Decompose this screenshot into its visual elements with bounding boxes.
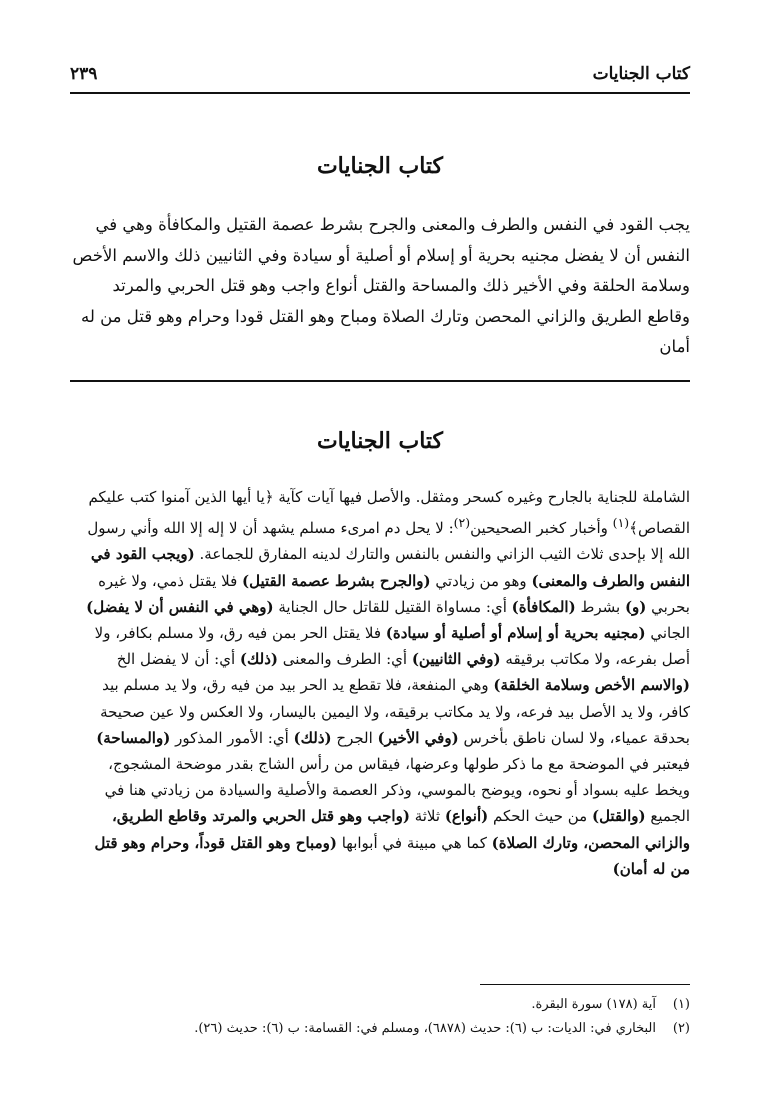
sharh-run: أي: أن لا يفضل الخ [116,650,240,669]
sharh-run: أي: مساواة القتيل للقاتل حال الجناية [273,597,512,616]
sharh-run: : لا يحل دم امرىء مسلم يشهد أن لا إله إلا الله وأني رسول الله إلا بإحدى ثلاث الثيب الزاني والنفس بالنفس والتارك لدينه المفارق للجماعة. [87,519,690,564]
matn-quote: (واجب وهو قتل الحربي والمرتد وقاطع الطريق، والزاني المحصن، وتارك الصلاة) [112,807,690,852]
sharh-run: وأخبار كخبر الصحيحين [470,519,613,538]
sharh-run: بشرط [575,597,625,616]
sharh-run: ثلاثة [409,807,445,826]
sharh-run: فيعتبر في الموضحة مع ما ذكر طولها وعرضها، فيقاس من رأس الشاج بقدر موضحة المشجوج، ويخط عليه بسواد أو نحوه، ويوضح بالموسي، وذكر العصمة والأصلية والسيادة من زيادتي هنا في الجميع [104,755,690,826]
sharh-run: الجاني [645,624,690,643]
footnote-ref-1[interactable]: (١) [612,515,630,531]
matn-quote: (والقتل) [591,807,646,826]
footnotes [70,993,690,1041]
sharh-run: وهو من زيادتي [430,571,532,590]
footnote-ref-2[interactable]: (٢) [453,515,471,531]
sharh-heading: كتاب الجنايات [316,428,444,454]
sharh-text [70,484,690,882]
footnote-2 [70,1017,690,1041]
matn-quote: (ذلك) [293,728,332,747]
matn-quote: (ومباح وهو القتل قوداً، وحرام وهو قتل من له أمان) [94,833,690,878]
sharh-run: أي: الطرف والمعنى [277,650,412,669]
matn-quote: (ويجب القود في النفس والطرف والمعنى) [90,545,690,590]
matn-quote: (ذلك) [239,650,278,669]
matn-quote: (مجنيه بحرية أو إسلام أو أصلية أو سيادة) [385,624,646,643]
matn-heading: كتاب الجنايات [316,153,444,179]
matn-quote: (أنواع) [444,807,489,826]
sharh-run: الجرح [331,728,378,747]
footnote-text: البخاري في: الديات: ب (٦): حديث (٦٨٧٨)، ومسلم في: القسامة: ب (٦): حديث (٢٦). [194,1021,656,1036]
footnote-number: (١) [672,997,690,1012]
footnote-text: آية (١٧٨) سورة البقرة. [531,997,656,1012]
sharh-run: الشاملة للجناية بالجارح وغيره كسحر ومثقل. والأصل فيها آيات كآية ﴿يا أيها الذين آمنوا كتب عليكم القصاص﴾ [88,488,690,538]
matn-quote: (والاسم الأخص وسلامة الخلقة) [493,676,690,695]
section-divider [70,380,690,382]
matn-text: يجب القود في النفس والطرف والمعنى والجرح بشرط عصمة القتيل والمكافأة وهي في النفس أن لا يفضل مجنيه بحرية أو إسلام أو أصلية أو سيادة وفي الثانيين ذلك والاسم الأخص وسلامة الحلقة وفي الأخير ذلك والمساحة والقتل أنواع واجب وهو قتل الحربي والمرتد وقاطع الطريق والزاني المحصن وتارك الصلاة ومباح وهو القتل قودا وحرام وهو قتل من له أمان [72,215,690,356]
footnote-number: (٢) [672,1021,690,1036]
matn-quote: (وفي الأخير) [377,728,459,747]
sharh-run: من حيث الحكم [488,807,592,826]
running-header [70,60,690,94]
sharh-run: كما هي مبينة في أبوابها [336,833,492,852]
footnote-1 [70,993,690,1017]
matn-quote: (وفي الثانيين) [411,650,501,669]
sharh-run: فلا يقتل الحر بمن فيه رق، ولا مسلم بكافر، ولا أصل بفرعه، ولا مكاتب برقيقه [94,624,690,669]
running-title: كتاب الجنايات [592,64,690,84]
sharh-run: وهي المنفعة، فلا تقطع يد الحر بيد من فيه رق، ولا يد مسلم بيد كافر، ولا يد الأصل بيد فرعه، ولا يد مكاتب برقيقه، ولا اليمين باليسار، ولا العكس ولا عين صحيحة بحدقة عمياء، ولا لسان ناطق بأخرس [100,676,690,747]
matn-quote: (و) [624,597,647,616]
sharh-run: أي: الأمور المذكور [170,728,294,747]
sharh-run: فلا يقتل ذمي، ولا غيره بحربي [98,571,690,616]
matn-quote: (والمساحة) [96,728,171,747]
footnote-separator [480,984,690,985]
matn-quote: (المكافأة) [511,597,576,616]
matn-quote: (والجرح بشرط عصمة القتيل) [242,571,431,590]
page-number: ٢٣٩ [70,64,98,84]
matn-quote: (وهي في النفس أن لا يفضل) [86,597,274,616]
